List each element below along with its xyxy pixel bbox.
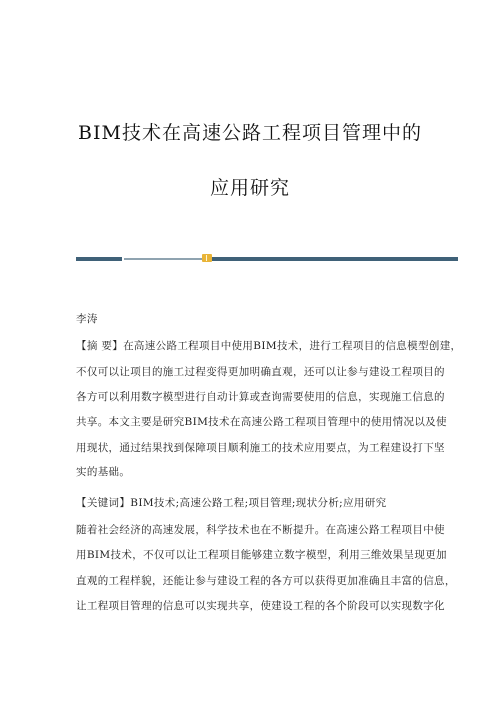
body-line: 随着社会经济的高速发展，科学技术也在不断提升。在高速公路工程项目中使 [76, 524, 445, 536]
divider-bar-left [76, 257, 122, 261]
author-name: 李涛 [76, 313, 98, 325]
paper-title-line-1: BIM技术在高速公路工程项目管理中的 [78, 122, 422, 144]
divider-bar-middle [124, 258, 202, 260]
book-icon [202, 254, 212, 262]
abstract-line: 各方可以利用数字模型进行自动计算或查询需要使用的信息，实现施工信息的 [76, 391, 445, 403]
abstract-line: 用现状，通过结果找到保障项目顺利施工的技术应用要点，为工程建设打下坚 [76, 442, 445, 454]
abstract-line: 共享。本文主要是研究BIM技术在高速公路工程项目管理中的使用情况以及使 [76, 416, 447, 428]
keywords-line: 【关键词】BIM技术;高速公路工程;项目管理;现状分析;应用研究 [76, 497, 387, 509]
paper-title-line-2: 应用研究 [209, 177, 290, 199]
abstract-line: 实的基础。 [76, 466, 131, 478]
body-line: 直观的工程样貌，还能让参与建设工程的各方可以获得更加准确且丰富的信息， [76, 575, 456, 587]
body-line: 让工程项目管理的信息可以实现共享，使建设工程的各个阶段可以实现数字化 [76, 600, 445, 612]
title-divider [76, 255, 458, 261]
abstract-line: 【摘 要】在高速公路工程项目中使用BIM技术，进行工程项目的信息模型创建， [76, 340, 462, 352]
body-line: 用BIM技术，不仅可以让工程项目能够建立数字模型，利用三维效果呈现更加 [76, 549, 447, 561]
divider-bar-right [212, 257, 458, 261]
abstract-line: 不仅可以让项目的施工过程变得更加明确直观，还可以让参与建设工程项目的 [76, 366, 445, 378]
